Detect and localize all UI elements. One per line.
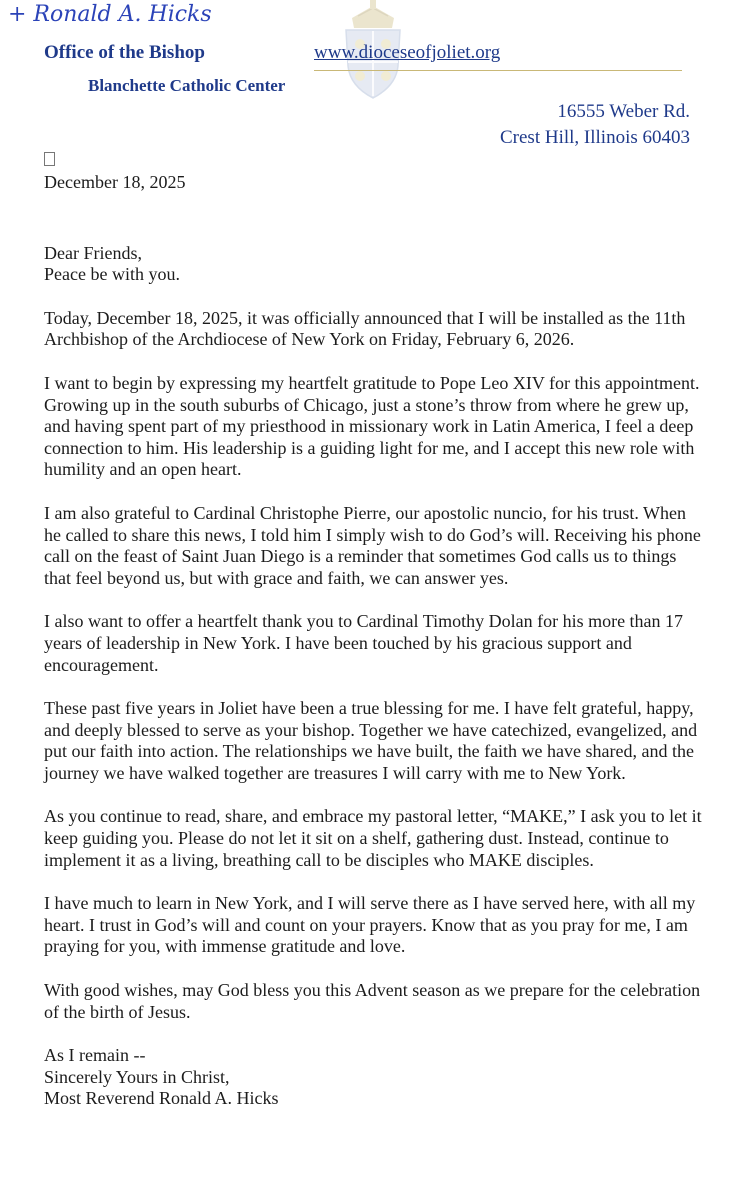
greeting: Peace be with you. [44,264,180,285]
paragraph-1: Today, December 18, 2025, it was officially announced that I will be installed as the 11th Archbishop of the Archdiocese of New York on Friday, February 6, 2026. [44,307,686,350]
paragraph-3: I am also grateful to Cardinal Christophe Pierre, our apostolic nuncio, for his trust. When he called to share this news, I told him I simply wish to do God’s will. Receiving his phone call on the feast of Saint Juan Diego is a reminder that sometimes God calls us to things that feel beyond us, but with grace and faith, we can answer yes. [44,502,701,588]
center-name: Blanchette Catholic Center [88,76,286,95]
missing-glyph-box [44,152,55,166]
paragraph-6: As you continue to read, share, and embrace my pastoral letter, “MAKE,” I ask you to let it keep guiding you. Please do not let it sit on a shelf, gathering dust. Instead, continue to implement it as a living, breathing call to be disciples who MAKE disciples. [44,806,702,870]
address-block [500,99,690,151]
letter-date: December 18, 2025 [44,172,186,192]
closing-line-3: Most Reverend Ronald A. Hicks [44,1088,279,1109]
letter-body [44,172,704,1110]
address-line-1: 16555 Weber Rd. [557,101,690,122]
closing-line-1: As I remain -- [44,1045,146,1066]
website-link[interactable]: www.dioceseofjoliet.org [314,42,501,63]
salutation: Dear Friends, [44,242,142,263]
closing-line-2: Sincerely Yours in Christ, [44,1066,230,1087]
header-rule [314,70,682,71]
paragraph-7: I have much to learn in New York, and I will serve there as I have served here, with all my heart. I trust in God’s will and count on your prayers. Know that as you pray for me, I am praying for you, with immense gratitude and love. [44,893,696,957]
paragraph-5: These past five years in Joliet have been a true blessing for me. I have felt grateful, happy, and deeply blessed to serve as your bishop. Together we have catechized, evangelized, and put our faith into action. The relationships we have built, the faith we have shared, and the journey we have walked together are treasures I will carry with me to New York. [44,698,698,783]
signature [6,0,236,28]
svg-text:+ Ronald A. Hicks: + Ronald A. Hicks [8,2,212,27]
paragraph-2: I want to begin by expressing my heartfelt gratitude to Pope Leo XIV for this appointment. Growing up in the south suburbs of Chicago, just a stone’s throw from where he grew up, and having spent part of my priesthood in missionary work in Latin America, I feel a deep connection to him. His leadership is a guiding light for me, and I accept this new role with humility and an open heart. [44,372,700,480]
address-line-2: Crest Hill, Illinois 60403 [500,127,690,148]
closing-block [44,1045,704,1110]
paragraph-8: With good wishes, may God bless you this Advent season as we prepare for the celebration of the birth of Jesus. [44,980,701,1022]
paragraph-4: I also want to offer a heartfelt thank you to Cardinal Timothy Dolan for his more than 17 years of leadership in New York. I have been touched by his gracious support and encouragement. [44,611,684,675]
office-title: Office of the Bishop [44,42,205,63]
